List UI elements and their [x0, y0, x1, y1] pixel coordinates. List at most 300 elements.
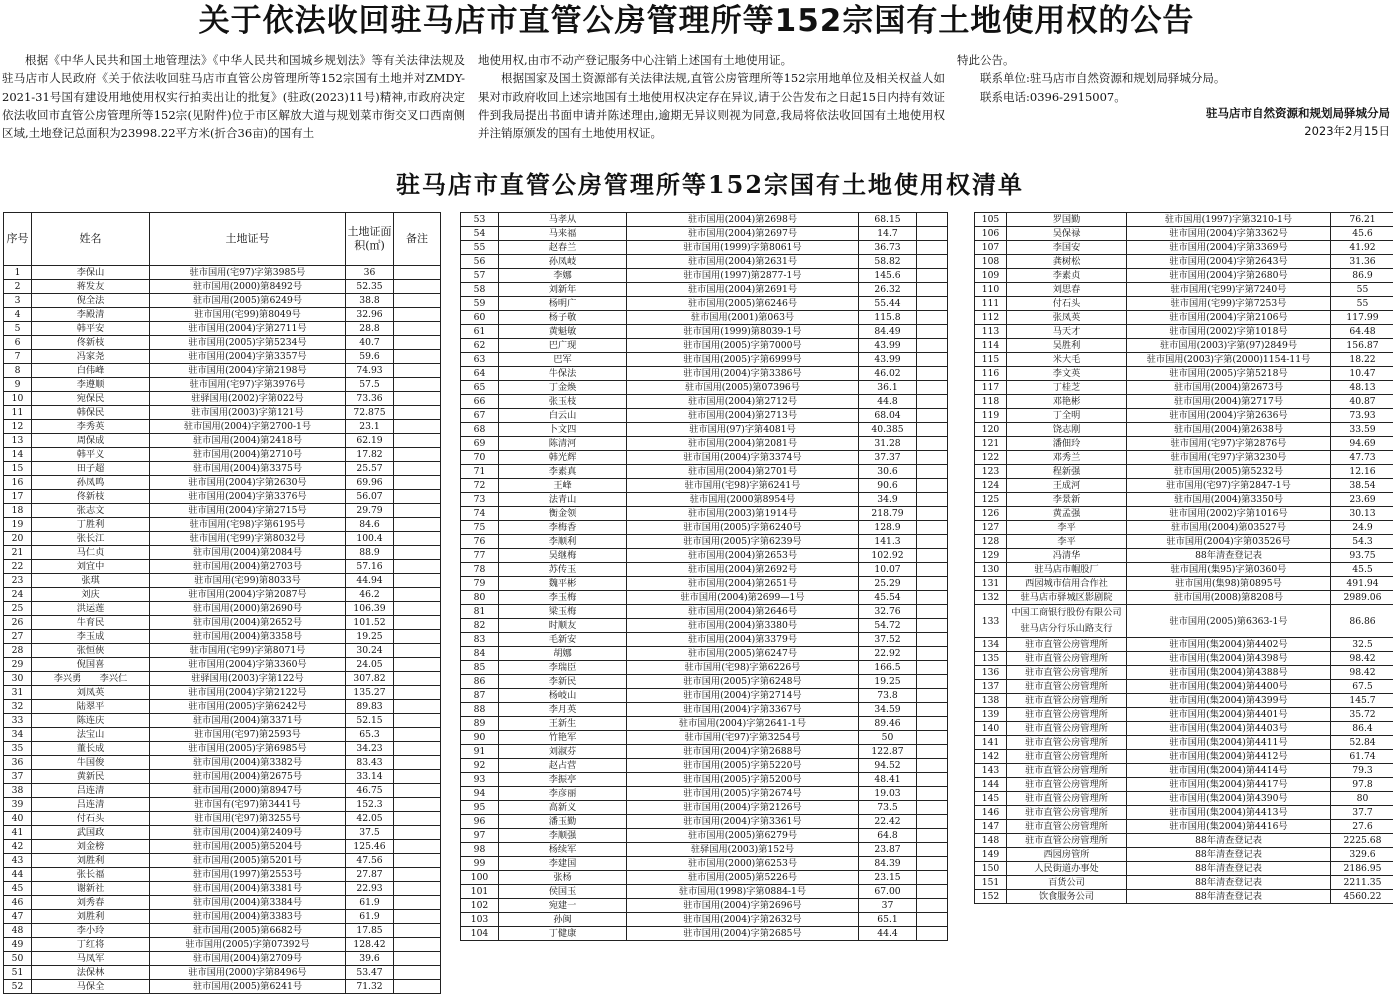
- table-row: [461, 591, 948, 605]
- row-note: [394, 532, 441, 546]
- row-name: 刘庆: [32, 588, 150, 602]
- row-area: 22.42: [859, 815, 917, 829]
- issue-date: 2023年2月15日: [1150, 123, 1390, 139]
- row-cert: 驻市国用(2004)第3379号: [627, 633, 859, 647]
- row-name: 孙凤岐: [499, 255, 627, 269]
- row-name: 潘玉勤: [499, 815, 627, 829]
- row-seq: 126: [975, 507, 1007, 521]
- row-cert: 驻市国用(集98)第0895号: [1127, 577, 1331, 591]
- row-area: 17.85: [346, 924, 394, 938]
- table-row: [975, 437, 1393, 451]
- row-seq: 20: [4, 532, 32, 546]
- table-row: [4, 574, 441, 588]
- row-cert: 驻市国用(2004)第2081号: [627, 437, 859, 451]
- row-name: 李平: [1007, 535, 1127, 549]
- table-row: [975, 563, 1393, 577]
- table-row: [461, 437, 948, 451]
- table-row: [4, 938, 441, 952]
- row-seq: 71: [461, 465, 499, 479]
- row-area: 84.49: [859, 325, 917, 339]
- row-name: 梁玉梅: [499, 605, 627, 619]
- row-seq: 119: [975, 409, 1007, 423]
- row-cert: 驻市国用(2004)第3384号: [150, 896, 346, 910]
- row-cert: 驻市国用(2004)字第2126号: [627, 801, 859, 815]
- row-name: 李顺强: [499, 829, 627, 843]
- row-note: [917, 549, 948, 563]
- row-name: 驻市直管公房管理所: [1007, 736, 1127, 750]
- row-name: 西园城市信用合作社: [1007, 577, 1127, 591]
- table-row: [4, 826, 441, 840]
- table-row: [975, 666, 1393, 680]
- row-note: [917, 451, 948, 465]
- row-note: [917, 423, 948, 437]
- row-note: [917, 591, 948, 605]
- row-area: 23.87: [859, 843, 917, 857]
- row-area: 30.24: [346, 644, 394, 658]
- table-row: [4, 546, 441, 560]
- row-cert: 驻市国用(2000)字第8496号: [150, 966, 346, 980]
- row-note: [917, 885, 948, 899]
- row-name: 西园房管所: [1007, 848, 1127, 862]
- row-cert: 驻市国用(2004)第2675号: [150, 770, 346, 784]
- row-note: [917, 507, 948, 521]
- row-name: 驻市直管公房管理所: [1007, 806, 1127, 820]
- row-cert: 驻市国用(2004)第3358号: [150, 630, 346, 644]
- row-cert: 驻市国用(2002)字第1016号: [1127, 507, 1331, 521]
- row-note: [917, 843, 948, 857]
- table-row: [461, 255, 948, 269]
- row-name: 侯国玉: [499, 885, 627, 899]
- table-row: [4, 882, 441, 896]
- row-area: 46.75: [346, 784, 394, 798]
- row-note: [394, 952, 441, 966]
- table-row: [461, 409, 948, 423]
- row-area: 24.05: [346, 658, 394, 672]
- table-row: [975, 339, 1393, 353]
- row-cert: 驻市国用(2003)字第(2000)1154-11号: [1127, 353, 1331, 367]
- row-area: 80: [1331, 792, 1393, 806]
- row-cert: 88年清查登记表: [1127, 876, 1331, 890]
- row-name: 洪运莲: [32, 602, 150, 616]
- row-name: 丁健康: [499, 927, 627, 941]
- row-name: 蒋发友: [32, 280, 150, 294]
- row-note: [394, 896, 441, 910]
- row-seq: 125: [975, 493, 1007, 507]
- row-name: 驻市直管公房管理所: [1007, 666, 1127, 680]
- row-seq: 114: [975, 339, 1007, 353]
- row-seq: 13: [4, 434, 32, 448]
- row-cert: 驻市国用(2004)字第2688号: [627, 745, 859, 759]
- row-note: [917, 703, 948, 717]
- row-cert: 驻驿国用(2003)第152号: [627, 843, 859, 857]
- table-row: [4, 406, 441, 420]
- row-name: 佟新枝: [32, 336, 150, 350]
- row-area: 36.1: [859, 381, 917, 395]
- row-note: [394, 322, 441, 336]
- table-row: [975, 367, 1393, 381]
- row-seq: 65: [461, 381, 499, 395]
- table-row: [461, 451, 948, 465]
- row-note: [394, 868, 441, 882]
- row-name: 吕连清: [32, 784, 150, 798]
- row-name: 倪全法: [32, 294, 150, 308]
- row-name: 法青山: [499, 493, 627, 507]
- row-note: [917, 913, 948, 927]
- row-area: 32.5: [1331, 638, 1393, 652]
- table-row: [975, 591, 1393, 605]
- row-area: 79.3: [1331, 764, 1393, 778]
- row-area: 89.46: [859, 717, 917, 731]
- table-row: [461, 577, 948, 591]
- row-cert: 驻市国用(2004)第2673号: [1127, 381, 1331, 395]
- row-note: [394, 924, 441, 938]
- row-note: [917, 675, 948, 689]
- row-name: 驻市直管公房管理所: [1007, 680, 1127, 694]
- row-name: 李月英: [499, 703, 627, 717]
- row-area: 40.7: [346, 336, 394, 350]
- row-area: 61.9: [346, 896, 394, 910]
- row-name: 李兴勇 李兴仁: [32, 672, 150, 686]
- table-row: [461, 815, 948, 829]
- row-note: [917, 521, 948, 535]
- row-area: 65.1: [859, 913, 917, 927]
- table-row: [461, 535, 948, 549]
- row-seq: 43: [4, 854, 32, 868]
- row-cert: 驻市国有(宅97)第3441号: [150, 798, 346, 812]
- table-row: [975, 311, 1393, 325]
- row-cert: 驻市国用(2004)第2409号: [150, 826, 346, 840]
- notice-paragraph-2: 地使用权,由市不动产登记服务中心注销上述国有土地使用证。: [478, 51, 945, 69]
- row-area: 64.8: [859, 829, 917, 843]
- row-cert: 驻市国用(2005)字第5234号: [150, 336, 346, 350]
- row-seq: 34: [4, 728, 32, 742]
- row-area: 37.37: [859, 451, 917, 465]
- row-name: 丁胜利: [32, 518, 150, 532]
- table-row: [4, 840, 441, 854]
- row-seq: 83: [461, 633, 499, 647]
- row-seq: 28: [4, 644, 32, 658]
- row-area: 2211.35: [1331, 876, 1393, 890]
- row-note: [917, 605, 948, 619]
- row-cert: 驻市国用(2004)字第2198号: [150, 364, 346, 378]
- table-row: [975, 409, 1393, 423]
- row-name: 中国工商银行股份有限公司驻马店分行乐山路支行: [1007, 605, 1127, 638]
- row-area: 17.82: [346, 448, 394, 462]
- row-area: 50: [859, 731, 917, 745]
- row-seq: 36: [4, 756, 32, 770]
- header-cert: 土地证号: [150, 213, 346, 266]
- row-seq: 56: [461, 255, 499, 269]
- row-cert: 驻市国用(2004)第3371号: [150, 714, 346, 728]
- row-cert: 驻市国用(2004)字第03526号: [1127, 535, 1331, 549]
- row-cert: 驻市国用(2004)第2697号: [627, 227, 859, 241]
- row-name: 李彦丽: [499, 787, 627, 801]
- row-note: [394, 980, 441, 994]
- table-row: [975, 423, 1393, 437]
- row-note: [394, 840, 441, 854]
- row-cert: 驻市国用(1997)字第3210-1号: [1127, 213, 1331, 227]
- land-table-3: [974, 212, 1393, 904]
- row-seq: 72: [461, 479, 499, 493]
- row-seq: 57: [461, 269, 499, 283]
- row-note: [394, 630, 441, 644]
- row-seq: 14: [4, 448, 32, 462]
- row-area: 89.83: [346, 700, 394, 714]
- row-seq: 17: [4, 490, 32, 504]
- row-seq: 44: [4, 868, 32, 882]
- row-seq: 97: [461, 829, 499, 843]
- table-row: [975, 722, 1393, 736]
- row-area: 94.52: [859, 759, 917, 773]
- table-row: [461, 311, 948, 325]
- table-row: [975, 549, 1393, 563]
- row-name: 驻市直管公房管理所: [1007, 750, 1127, 764]
- row-area: 45.5: [1331, 563, 1393, 577]
- row-area: 25.29: [859, 577, 917, 591]
- row-note: [917, 409, 948, 423]
- row-name: 米大毛: [1007, 353, 1127, 367]
- row-cert: 驻市国用(宅97)字第3230号: [1127, 451, 1331, 465]
- row-seq: 78: [461, 563, 499, 577]
- row-name: 刘淑芬: [499, 745, 627, 759]
- row-seq: 35: [4, 742, 32, 756]
- land-table-3-body: [975, 213, 1393, 904]
- row-seq: 46: [4, 896, 32, 910]
- list-title: 驻马店市直管公房管理所等152宗国有土地使用权清单: [0, 168, 1393, 202]
- table-row: [461, 871, 948, 885]
- row-seq: 12: [4, 420, 32, 434]
- row-seq: 58: [461, 283, 499, 297]
- row-seq: 116: [975, 367, 1007, 381]
- table-row: [975, 507, 1393, 521]
- row-area: 156.87: [1331, 339, 1393, 353]
- row-cert: 驻市国用(宅99)字第8071号: [150, 644, 346, 658]
- row-cert: 驻市国用(2004)字第2632号: [627, 913, 859, 927]
- table-row: [4, 294, 441, 308]
- row-cert: 驻市国用(2004)第2709号: [150, 952, 346, 966]
- row-cert: 驻市国用(宅98)字第6195号: [150, 518, 346, 532]
- row-seq: 95: [461, 801, 499, 815]
- row-seq: 19: [4, 518, 32, 532]
- row-name: 倪国喜: [32, 658, 150, 672]
- notice-closing: 特此公告。: [957, 51, 1390, 69]
- table-row: [4, 364, 441, 378]
- table-row: [975, 876, 1393, 890]
- land-table-1-body: [4, 266, 441, 994]
- row-note: [394, 686, 441, 700]
- row-cert: 88年清查登记表: [1127, 862, 1331, 876]
- row-area: 37.7: [1331, 806, 1393, 820]
- row-area: 31.36: [1331, 255, 1393, 269]
- row-note: [394, 588, 441, 602]
- row-cert: 驻市国用(2005)字第7000号: [627, 339, 859, 353]
- table-row: [4, 980, 441, 994]
- row-area: 35.72: [1331, 708, 1393, 722]
- row-name: 李国安: [1007, 241, 1127, 255]
- row-cert: 驻市国用(2003)字第(97)2849号: [1127, 339, 1331, 353]
- row-seq: 7: [4, 350, 32, 364]
- row-cert: 驻市国用(宅97)字第3254号: [627, 731, 859, 745]
- row-name: 王新生: [499, 717, 627, 731]
- row-name: 驻马店市帽股厂: [1007, 563, 1127, 577]
- table-row: [4, 266, 441, 280]
- row-area: 46.02: [859, 367, 917, 381]
- row-name: 刘胜利: [32, 910, 150, 924]
- row-name: 李景新: [1007, 493, 1127, 507]
- row-cert: 驻市国用(宅97)第3255号: [150, 812, 346, 826]
- row-area: 67.00: [859, 885, 917, 899]
- row-name: 张长福: [32, 868, 150, 882]
- row-area: 58.82: [859, 255, 917, 269]
- table-row: [975, 736, 1393, 750]
- table-row: [461, 773, 948, 787]
- row-seq: 50: [4, 952, 32, 966]
- row-name: 饶志刚: [1007, 423, 1127, 437]
- table-row: [975, 353, 1393, 367]
- row-area: 135.27: [346, 686, 394, 700]
- table-row: [461, 339, 948, 353]
- row-cert: 88年清查登记表: [1127, 890, 1331, 904]
- row-area: 73.5: [859, 801, 917, 815]
- row-seq: 129: [975, 549, 1007, 563]
- row-name: 牛保法: [499, 367, 627, 381]
- row-note: [917, 283, 948, 297]
- row-cert: 驻市国用(2004)第2710号: [150, 448, 346, 462]
- table-row: [975, 848, 1393, 862]
- row-seq: 103: [461, 913, 499, 927]
- row-name: 张长江: [32, 532, 150, 546]
- row-area: 57.16: [346, 560, 394, 574]
- table-row: [975, 493, 1393, 507]
- row-name: 赵占营: [499, 759, 627, 773]
- row-name: 宛保民: [32, 392, 150, 406]
- table-row: [975, 479, 1393, 493]
- row-area: 44.4: [859, 927, 917, 941]
- row-seq: 27: [4, 630, 32, 644]
- row-name: 孙凤鸣: [32, 476, 150, 490]
- row-seq: 39: [4, 798, 32, 812]
- row-note: [394, 434, 441, 448]
- row-note: [917, 689, 948, 703]
- row-area: 38.8: [346, 294, 394, 308]
- row-name: 李玉梅: [499, 591, 627, 605]
- row-cert: 驻市国用(2004)第2631号: [627, 255, 859, 269]
- row-seq: 115: [975, 353, 1007, 367]
- row-name: 王成河: [1007, 479, 1127, 493]
- row-cert: 驻市国用(2004)第2084号: [150, 546, 346, 560]
- row-note: [917, 465, 948, 479]
- table-row: [4, 322, 441, 336]
- row-cert: 驻市国用(1998)字第0884-1号: [627, 885, 859, 899]
- row-seq: 87: [461, 689, 499, 703]
- row-note: [917, 829, 948, 843]
- table-row: [461, 563, 948, 577]
- row-note: [917, 563, 948, 577]
- table-row: [461, 647, 948, 661]
- row-cert: 驻市国用(2005)字第5200号: [627, 773, 859, 787]
- notice-paragraph-3: 根据国家及国土资源部有关法律法规,直管公房管理所等152宗用地单位及相关权益人如果对市政府收回上述宗地国有土地使用权决定存在异议,请于公告发布之日起15日内持有效证件到我局提出书面申请并陈述理由,逾期无异议则视为同意,我局将依法收回国有土地使用权并注销原颁发的国有土地使用权证。: [478, 69, 945, 142]
- row-area: 56.07: [346, 490, 394, 504]
- row-seq: 73: [461, 493, 499, 507]
- notice-column-1: [2, 51, 465, 142]
- row-name: 陈清河: [499, 437, 627, 451]
- table-row: [461, 829, 948, 843]
- row-area: 32.76: [859, 605, 917, 619]
- row-seq: 91: [461, 745, 499, 759]
- row-note: [917, 493, 948, 507]
- table-row: [4, 700, 441, 714]
- table-row: [4, 504, 441, 518]
- table-row: [975, 241, 1393, 255]
- row-note: [917, 801, 948, 815]
- row-seq: 110: [975, 283, 1007, 297]
- row-area: 23.1: [346, 420, 394, 434]
- table-row: [461, 353, 948, 367]
- row-area: 27.6: [1331, 820, 1393, 834]
- row-name: 黄新民: [32, 770, 150, 784]
- row-area: 125.46: [346, 840, 394, 854]
- row-seq: 149: [975, 848, 1007, 862]
- row-note: [917, 367, 948, 381]
- row-cert: 驻市国用(2004)字第2122号: [150, 686, 346, 700]
- row-area: 44.8: [859, 395, 917, 409]
- row-cert: 驻市国用(2005)第5232号: [1127, 465, 1331, 479]
- row-seq: 32: [4, 700, 32, 714]
- row-seq: 121: [975, 437, 1007, 451]
- row-note: [394, 518, 441, 532]
- row-name: 高新义: [499, 801, 627, 815]
- row-name: 法保林: [32, 966, 150, 980]
- row-seq: 131: [975, 577, 1007, 591]
- row-name: 牛国俊: [32, 756, 150, 770]
- row-note: [917, 339, 948, 353]
- row-name: 驻市直管公房管理所: [1007, 792, 1127, 806]
- row-note: [917, 269, 948, 283]
- row-name: 李素真: [499, 465, 627, 479]
- row-note: [394, 420, 441, 434]
- row-area: 83.43: [346, 756, 394, 770]
- row-area: 31.28: [859, 437, 917, 451]
- row-name: 邓艳彬: [1007, 395, 1127, 409]
- row-cert: 驻市国用(2004)第2699—1号: [627, 591, 859, 605]
- row-seq: 142: [975, 750, 1007, 764]
- row-cert: 88年清查登记表: [1127, 834, 1331, 848]
- row-seq: 29: [4, 658, 32, 672]
- row-cert: 88年清查登记表: [1127, 549, 1331, 563]
- row-cert: 驻市国用(2005)第6279号: [627, 829, 859, 843]
- row-area: 98.42: [1331, 666, 1393, 680]
- row-note: [394, 406, 441, 420]
- row-note: [394, 826, 441, 840]
- row-cert: 驻市国用(宅99)字第7240号: [1127, 283, 1331, 297]
- row-area: 12.16: [1331, 465, 1393, 479]
- row-cert: 驻市国用(2004)第2651号: [627, 577, 859, 591]
- row-cert: 驻市国用(2005)第6246号: [627, 297, 859, 311]
- row-name: 衡金领: [499, 507, 627, 521]
- row-area: 19.03: [859, 787, 917, 801]
- row-area: 102.92: [859, 549, 917, 563]
- row-name: 丁全明: [1007, 409, 1127, 423]
- row-note: [394, 700, 441, 714]
- table-row: [461, 241, 948, 255]
- table-row: [4, 532, 441, 546]
- row-seq: 30: [4, 672, 32, 686]
- row-seq: 31: [4, 686, 32, 700]
- row-cert: 驻市国用(宅98)字第6241号: [627, 479, 859, 493]
- row-area: 72.875: [346, 406, 394, 420]
- row-cert: 驻市国用(2004)字第2641-1号: [627, 717, 859, 731]
- row-area: 39.6: [346, 952, 394, 966]
